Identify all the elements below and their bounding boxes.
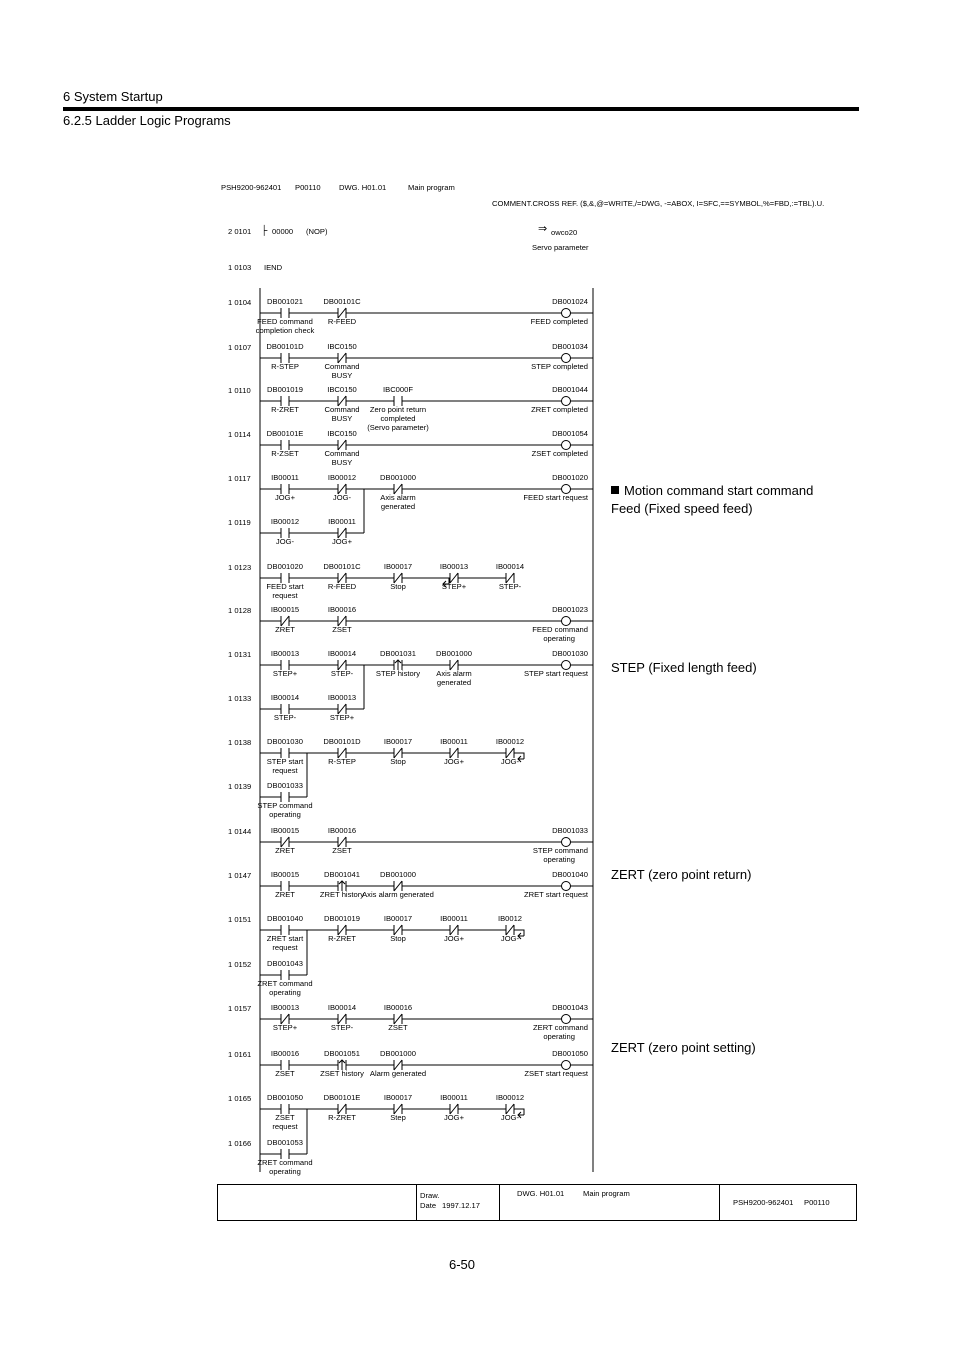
contact-comment: STEP- <box>330 669 354 678</box>
contact-address: DB00101C <box>323 297 361 306</box>
contact-comment: request <box>272 591 298 600</box>
coil-address: DB001050 <box>552 1049 588 1058</box>
contact-address: DB001019 <box>267 385 303 394</box>
annotation-step: STEP (Fixed length feed) <box>611 660 757 675</box>
contact-address: DB00101C <box>323 562 361 571</box>
date-label: Date <box>420 1201 437 1210</box>
footer-program-id: PSH9200-962401 <box>733 1198 794 1207</box>
contact-comment: R-FEED <box>327 582 357 591</box>
contact-address: DB001030 <box>267 737 303 746</box>
contact-address: IB00012 <box>270 517 300 526</box>
coil-comment: FEED command <box>532 625 588 634</box>
contact-comment: ZRET history <box>319 890 365 899</box>
step-number: 1 0107 <box>228 343 252 352</box>
contact-comment: ZSET history <box>320 1069 364 1078</box>
contact-comment: R-ZRET <box>328 934 356 943</box>
contact-comment: Step <box>390 1113 406 1122</box>
contact-comment: R-STEP <box>328 757 356 766</box>
contact-address: IB00013 <box>270 649 300 658</box>
contact-address: IB00016 <box>383 1003 413 1012</box>
contact-address: IB00014 <box>270 693 300 702</box>
nop-step-number: 2 0101 <box>228 227 252 236</box>
coil-comment: FEED completed <box>530 317 588 326</box>
contact-comment: request <box>272 1122 298 1131</box>
contact-address: DB001053 <box>267 1138 303 1147</box>
contact-address: DB001000 <box>380 1049 416 1058</box>
step-number: 1 0119 <box>228 518 251 527</box>
step-number: 1 0161 <box>228 1050 252 1059</box>
contact-comment: ZSET <box>332 846 352 855</box>
title-block-divider-1 <box>416 1185 417 1220</box>
contact-address: DB001040 <box>267 914 303 923</box>
contact-address: IB00016 <box>327 826 357 835</box>
program-dwg: DWG. H01.01 <box>339 183 387 192</box>
contact-comment: R-FEED <box>327 317 357 326</box>
contact-comment: JOG+ <box>331 537 353 546</box>
coil-address: DB001024 <box>552 297 588 306</box>
step-number: 1 0138 <box>228 738 252 747</box>
contact-comment: STEP start <box>266 757 304 766</box>
contact-comment: request <box>272 766 298 775</box>
contact-comment: JOG+ <box>443 934 465 943</box>
contact-comment: ZRET <box>275 846 295 855</box>
contact-address: IB00013 <box>327 693 357 702</box>
contact-comment: JOG- <box>500 1113 520 1122</box>
footer-dwg: DWG. H01.01 <box>517 1189 565 1198</box>
contact-comment: STEP+ <box>441 582 467 591</box>
coil-comment: STEP command <box>532 846 588 855</box>
step-number: 1 0152 <box>228 960 252 969</box>
contact-comment: JOG- <box>500 934 520 943</box>
contact-address: IB00012 <box>327 473 357 482</box>
contact-comment: Axis alarm <box>380 493 416 502</box>
contact-comment: BUSY <box>331 414 353 423</box>
contact-comment: operating <box>269 988 301 997</box>
contact-comment: R-ZRET <box>271 405 299 414</box>
contact-address: IB00011 <box>271 473 299 482</box>
coil-address: DB001030 <box>552 649 588 658</box>
contact-comment: BUSY <box>331 458 353 467</box>
contact-comment: FEED start <box>266 582 304 591</box>
contact-address: IB00014 <box>495 562 525 571</box>
footer-page: P00110 <box>804 1198 830 1207</box>
contact-comment: ZRET command <box>257 1158 313 1167</box>
contact-address: DB001033 <box>267 781 303 790</box>
contact-address: DB001041 <box>324 870 360 879</box>
contact-comment: request <box>272 943 298 952</box>
contact-comment: operating <box>269 810 301 819</box>
iend-label: IEND <box>264 263 283 272</box>
page-number: 6-50 <box>449 1257 476 1272</box>
step-number: 1 0139 <box>228 782 252 791</box>
step-number: 1 0147 <box>228 871 252 880</box>
coil-address: DB001040 <box>552 870 588 879</box>
contact-comment: R-STEP <box>271 362 299 371</box>
contact-comment: JOG- <box>500 757 520 766</box>
contact-address: IB00017 <box>383 737 413 746</box>
coil-address: DB001033 <box>552 826 588 835</box>
step-number: 1 0133 <box>228 694 252 703</box>
contact-address: DB001043 <box>267 959 303 968</box>
coil-comment: ZSET completed <box>531 449 588 458</box>
step-number: 1 0144 <box>228 827 252 836</box>
contact-comment: STEP+ <box>329 713 355 722</box>
contact-comment: ZSET <box>332 625 352 634</box>
contact-comment: Alarm generated <box>369 1069 427 1078</box>
contact-address: IBC0150 <box>327 342 357 351</box>
contact-address: IB00015 <box>270 870 300 879</box>
contact-address: IB00011 <box>440 914 468 923</box>
contact-address: IBC0150 <box>327 429 357 438</box>
coil-comment: ZRET completed <box>531 405 588 414</box>
contact-comment: generated <box>380 502 416 511</box>
contact-comment: JOG+ <box>274 493 296 502</box>
contact-address: IB00017 <box>383 914 413 923</box>
coil-address: DB001054 <box>552 429 588 438</box>
contact-comment: (Servo parameter) <box>367 423 429 432</box>
contact-comment: operating <box>269 1167 301 1176</box>
coil-address: DB001043 <box>552 1003 588 1012</box>
nop-target: owco20 <box>551 228 578 237</box>
draw-label: Draw. <box>420 1191 440 1200</box>
step-number: 1 0165 <box>228 1094 252 1103</box>
contact-comment: Stop <box>390 582 406 591</box>
step-number: 1 0128 <box>228 606 252 615</box>
contact-address: DB00101E <box>323 1093 361 1102</box>
program-page: P00110 <box>295 183 321 192</box>
nop-op: (NOP) <box>306 227 328 236</box>
step-number: 1 0123 <box>228 563 252 572</box>
contact-comment: completion check <box>255 326 315 335</box>
contact-address: IB0012 <box>497 914 523 923</box>
iend-step-number: 1 0103 <box>228 263 252 272</box>
coil-comment: ZSET start request <box>524 1069 588 1078</box>
annotation-feed-title: Motion command start command <box>624 483 814 498</box>
arrow-right-icon: ⇒ <box>538 223 548 235</box>
contact-comment: ZSET <box>275 1069 295 1078</box>
nop-bracket-icon: ├ <box>261 225 268 235</box>
contact-comment: Command <box>324 449 360 458</box>
contact-comment: JOG+ <box>443 757 465 766</box>
contact-comment: STEP- <box>498 582 522 591</box>
annotation-zset: ZERT (zero point setting) <box>611 1040 756 1055</box>
section-heading: 6.2.5 Ladder Logic Programs <box>63 113 231 128</box>
contact-address: IB00011 <box>440 737 468 746</box>
contact-address: IB00017 <box>383 1093 413 1102</box>
contact-address: DB00101D <box>266 342 304 351</box>
contact-address: DB001019 <box>324 914 360 923</box>
contact-comment: Zero point return <box>369 405 427 414</box>
contact-address: IB00017 <box>383 562 413 571</box>
chapter-heading: 6 System Startup <box>63 89 163 104</box>
date-value: 1997.12.17 <box>442 1201 481 1210</box>
step-number: 1 0157 <box>228 1004 252 1013</box>
step-number: 1 0151 <box>228 915 252 924</box>
contact-address: IB00011 <box>328 517 356 526</box>
contact-comment: STEP history <box>375 669 421 678</box>
nop-code: 00000 <box>272 227 294 236</box>
square-bullet-icon <box>611 486 619 494</box>
coil-comment: operating <box>543 855 575 864</box>
contact-comment: ZSET <box>388 1023 408 1032</box>
contact-address: DB001021 <box>267 297 303 306</box>
coil-address: DB001034 <box>552 342 588 351</box>
contact-comment: STEP- <box>330 1023 354 1032</box>
contact-address: IBC000F <box>383 385 413 394</box>
nop-target-comment: Servo parameter <box>532 243 589 252</box>
contact-comment: ZRET start <box>266 934 304 943</box>
annotation-feed-line2: Feed (Fixed speed feed) <box>611 501 753 516</box>
contact-comment: R-ZRET <box>328 1113 356 1122</box>
step-number: 1 0166 <box>228 1139 252 1148</box>
contact-comment: Command <box>324 405 360 414</box>
coil-address: DB001020 <box>552 473 588 482</box>
step-number: 1 0114 <box>228 430 251 439</box>
title-block-divider-2 <box>499 1185 500 1220</box>
coil-comment: operating <box>543 634 575 643</box>
annotation-zret: ZERT (zero point return) <box>611 867 752 882</box>
contact-comment: completed <box>380 414 416 423</box>
contact-address: DB001020 <box>267 562 303 571</box>
contact-address: IB00014 <box>327 1003 357 1012</box>
contact-comment: Axis alarm generated <box>362 890 434 899</box>
contact-comment: Command <box>324 362 360 371</box>
contact-comment: FEED command <box>257 317 313 326</box>
contact-comment: ZRET <box>275 890 295 899</box>
contact-comment: Stop <box>390 934 406 943</box>
contact-address: DB00101D <box>323 737 361 746</box>
contact-address: IB00012 <box>495 737 525 746</box>
contact-comment: JOG- <box>275 537 295 546</box>
program-id: PSH9200-962401 <box>221 183 282 192</box>
contact-address: IB00015 <box>270 826 300 835</box>
step-number: 1 0104 <box>228 298 252 307</box>
contact-comment: JOG- <box>332 493 352 502</box>
contact-address: DB001000 <box>380 473 416 482</box>
contact-address: IB00015 <box>270 605 300 614</box>
contact-address: IBC0150 <box>327 385 357 394</box>
contact-comment: R-ZSET <box>271 449 299 458</box>
contact-comment: STEP+ <box>272 1023 298 1032</box>
contact-comment: JOG+ <box>443 1113 465 1122</box>
contact-comment: ZSET <box>275 1113 295 1122</box>
coil-address: DB001023 <box>552 605 588 614</box>
comment-cross-ref: COMMENT.CROSS REF. ($,&,@=WRITE,/=DWG, -=ABOX, I=SFC,==SYMBOL,%=FBD,:=TBL).U. <box>492 199 825 208</box>
coil-comment: FEED start request <box>523 493 588 502</box>
contact-address: IB00013 <box>270 1003 300 1012</box>
step-number: 1 0117 <box>228 474 251 483</box>
title-block <box>217 1184 857 1221</box>
contact-comment: Axis alarm <box>436 669 472 678</box>
coil-comment: ZERT command <box>532 1023 588 1032</box>
contact-address: DB001031 <box>380 649 416 658</box>
contact-comment: ZRET <box>275 625 295 634</box>
contact-address: DB001051 <box>324 1049 360 1058</box>
contact-comment: STEP+ <box>272 669 298 678</box>
contact-address: IB00016 <box>327 605 357 614</box>
contact-address: IB00011 <box>440 1093 468 1102</box>
contact-address: DB00101E <box>266 429 304 438</box>
annotation-feed-line1 <box>611 483 813 498</box>
contact-comment: STEP command <box>257 801 313 810</box>
contact-address: DB001050 <box>267 1093 303 1102</box>
contact-address: IB00013 <box>439 562 469 571</box>
step-number: 1 0131 <box>228 650 252 659</box>
contact-address: IB00012 <box>495 1093 525 1102</box>
contact-comment: BUSY <box>331 371 353 380</box>
step-number: 1 0110 <box>228 386 251 395</box>
footer-title: Main program <box>583 1189 630 1198</box>
coil-comment: operating <box>543 1032 575 1041</box>
contact-address: DB001000 <box>436 649 472 658</box>
contact-comment: generated <box>436 678 472 687</box>
coil-comment: ZRET start request <box>523 890 588 899</box>
contact-address: DB001000 <box>380 870 416 879</box>
program-title: Main program <box>408 183 455 192</box>
title-block-divider-3 <box>719 1185 720 1220</box>
coil-address: DB001044 <box>552 385 588 394</box>
contact-address: IB00016 <box>270 1049 300 1058</box>
coil-comment: STEP start request <box>523 669 588 678</box>
coil-comment: STEP completed <box>531 362 588 371</box>
contact-comment: ZRET command <box>257 979 313 988</box>
contact-address: IB00014 <box>327 649 357 658</box>
contact-comment: Stop <box>390 757 406 766</box>
contact-comment: STEP- <box>273 713 297 722</box>
